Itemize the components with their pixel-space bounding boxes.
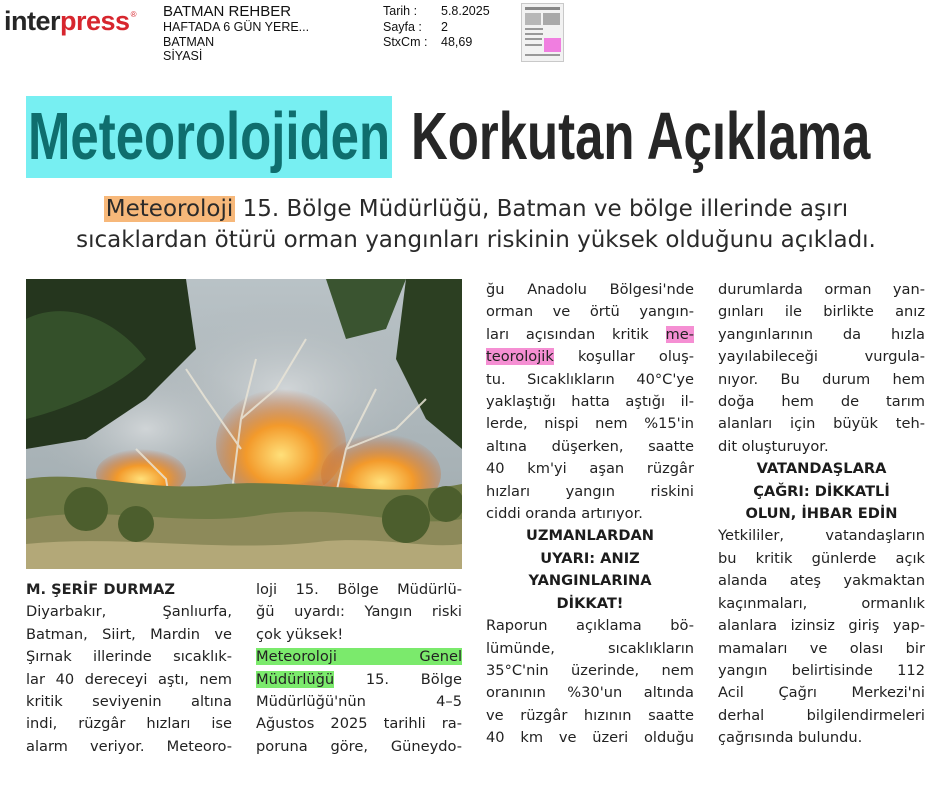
column-line: çağrısında bulundu.: [718, 729, 863, 747]
column-line: kritik seviyenin altına: [26, 693, 232, 711]
column-line: kaçınmaları, ormanlık: [718, 594, 925, 612]
lead-line2: sıcaklardan ötürü orman yangınları riskinin yüksek olduğunu açıkladı.: [76, 227, 876, 253]
headline-highlight-text: Meteorolojiden: [28, 99, 391, 174]
green-highlight-2-rest: 15. Bölge: [334, 670, 462, 688]
stxcm-label: StxCm :: [383, 35, 428, 49]
article-headline: [26, 96, 926, 178]
column-line: Raporun açıklama bö-: [486, 617, 694, 635]
clipping-meta-right: [383, 4, 490, 51]
lead-line1-rest: 15. Bölge Müdürlüğü, Batman ve bölge illerinde aşırı: [235, 196, 849, 222]
column-line: Diyarbakır, Şanlıurfa,: [26, 603, 232, 621]
article-column-1: [26, 579, 232, 758]
column-line: mamaları ve olası bir: [718, 639, 925, 657]
subtitle-1-line: YANGINLARINA: [528, 572, 652, 590]
logo-registered-mark: ®: [130, 10, 137, 19]
column-line: durumlarda orman yan-: [718, 281, 925, 298]
headline-highlight: [26, 96, 392, 178]
column-line: tu. Sıcaklıkların 40°C'ye: [486, 370, 694, 388]
pink-post: koşullar oluş-: [553, 348, 694, 366]
subtitle-1-line: UZMANLARDAN: [526, 527, 654, 545]
column-line: orman ve örtü yangın-: [486, 303, 694, 321]
subtitle-2-line: ÇAĞRI: DİKKATLİ: [753, 482, 890, 500]
green-highlight-1: Meteoroloji Genel: [256, 648, 462, 666]
column-line: indi, rüzgâr hızları ise: [26, 715, 232, 733]
logo-text-dark: inter: [4, 6, 61, 36]
column-line: lerde, nispi nem %15'in: [486, 415, 694, 433]
page-row: [383, 20, 490, 36]
pink-highlight-1: me-: [665, 325, 694, 343]
column-line: Batman, Siirt, Mardin ve: [26, 625, 232, 643]
column-line-highlight: [486, 346, 694, 368]
headline-rest-text: Korkutan Açıklama: [411, 99, 871, 174]
column-line: derhal bilgilendirmeleri: [718, 706, 925, 724]
column-line: ciddi oranda artırıyor.: [486, 505, 643, 523]
column-line: Acil Çağrı Merkezi'ni: [718, 684, 925, 702]
clipping-meta-left: [163, 4, 309, 64]
column-line: ve rüzgâr hızının saatte: [486, 706, 694, 724]
headline-short: HAFTADA 6 GÜN YERE...: [163, 20, 310, 34]
subtitle-2-line: VATANDAŞLARA: [756, 460, 887, 478]
column-line: Müdürlüğü'nün 4–5: [256, 693, 462, 711]
pink-pre: ları açısından kritik: [486, 325, 666, 343]
stxcm-value: 48,69: [441, 35, 473, 49]
date-row: [383, 4, 490, 20]
stxcm-row: [383, 35, 490, 51]
author-byline: M. ŞERİF DURMAZ: [26, 581, 175, 598]
column-line: poruna göre, Güneydo-: [256, 737, 462, 755]
column-line: alanları için büyük teh-: [718, 415, 925, 433]
page-thumbnail[interactable]: [521, 3, 564, 62]
green-highlight-2: Müdürlüğü: [256, 670, 335, 688]
column-line: 35°C'nin üzerinde, nem: [486, 661, 694, 679]
subtitle-2-line: OLUN, İHBAR EDİN: [745, 505, 898, 523]
column-line: Yetkililer, vatandaşların: [718, 527, 925, 545]
article-column-3: [486, 279, 694, 750]
column-line: gınları ile birlikte anız: [718, 303, 925, 321]
column-line: Şırnak illerinde sıcaklık-: [26, 648, 232, 666]
subtitle-1-line: UYARI: ANIZ: [540, 549, 640, 567]
column-line: dit oluşturuyor.: [718, 437, 829, 455]
column-line: doğa hem de tarım: [718, 393, 925, 411]
logo-text-red: press: [60, 6, 130, 36]
column-line: yangınlarının da hızla: [718, 325, 925, 343]
column-line: yaklaştığı hatta aştığı il-: [486, 393, 694, 411]
article-column-2: [256, 579, 462, 758]
interpress-logo: [4, 6, 136, 36]
column-line-highlight: [256, 646, 462, 668]
page-label: Sayfa :: [383, 19, 422, 34]
column-line: 40 km'yi aşan rüzgâr: [486, 460, 694, 478]
column-line: yayılabileceği vurgula-: [718, 348, 925, 366]
column-line: yangın belirtisinde 112: [718, 661, 925, 679]
column-line-highlight: [486, 324, 694, 346]
column-line: altına düşerken, saatte: [486, 437, 694, 455]
city-name: BATMAN: [163, 34, 215, 49]
article-column-4: [718, 279, 925, 750]
column-line: lar 40 dereceyi aştı, nem: [26, 670, 232, 688]
lead-highlight: Meteoroloji: [105, 196, 234, 222]
page-value: 2: [441, 19, 448, 34]
column-line: nıyor. Bu durum hem: [718, 370, 925, 388]
column-line: çok yüksek!: [256, 625, 344, 643]
date-label: Tarih :: [383, 4, 418, 18]
column-line: alanda ateş yakmaktan: [718, 572, 925, 590]
column-line: lümünde, sıcaklıkların: [486, 639, 694, 657]
column-line: ğü uyardı: Yangın riski: [256, 603, 462, 621]
column-line: oranının %30'un altında: [486, 684, 694, 702]
column-line: alarm veriyor. Meteoro-: [26, 737, 232, 755]
column-line: Ağustos 2025 tarihli ra-: [256, 715, 462, 733]
pink-highlight-2: teorolojik: [486, 348, 554, 366]
column-line: ğu Anadolu Bölgesi'nde: [486, 281, 694, 298]
column-line-highlight: [256, 669, 462, 691]
column-line: loji 15. Bölge Müdürlü-: [256, 581, 462, 598]
column-line: alanlara izinsiz giriş yap-: [718, 617, 925, 635]
forest-fire-photo: [26, 279, 462, 569]
column-line: bu kritik günlerde açık: [718, 549, 925, 567]
publication-name: BATMAN REHBER: [163, 3, 292, 20]
column-line: hızları yangın riskini: [486, 482, 694, 500]
category-name: SİYASİ: [163, 49, 203, 63]
article-lead: [26, 194, 926, 256]
subtitle-1-line: DİKKAT!: [556, 594, 624, 612]
headline-rest: [411, 96, 874, 178]
date-value: 5.8.2025: [441, 4, 490, 18]
column-line: 40 km ve üzeri olduğu: [486, 729, 694, 747]
